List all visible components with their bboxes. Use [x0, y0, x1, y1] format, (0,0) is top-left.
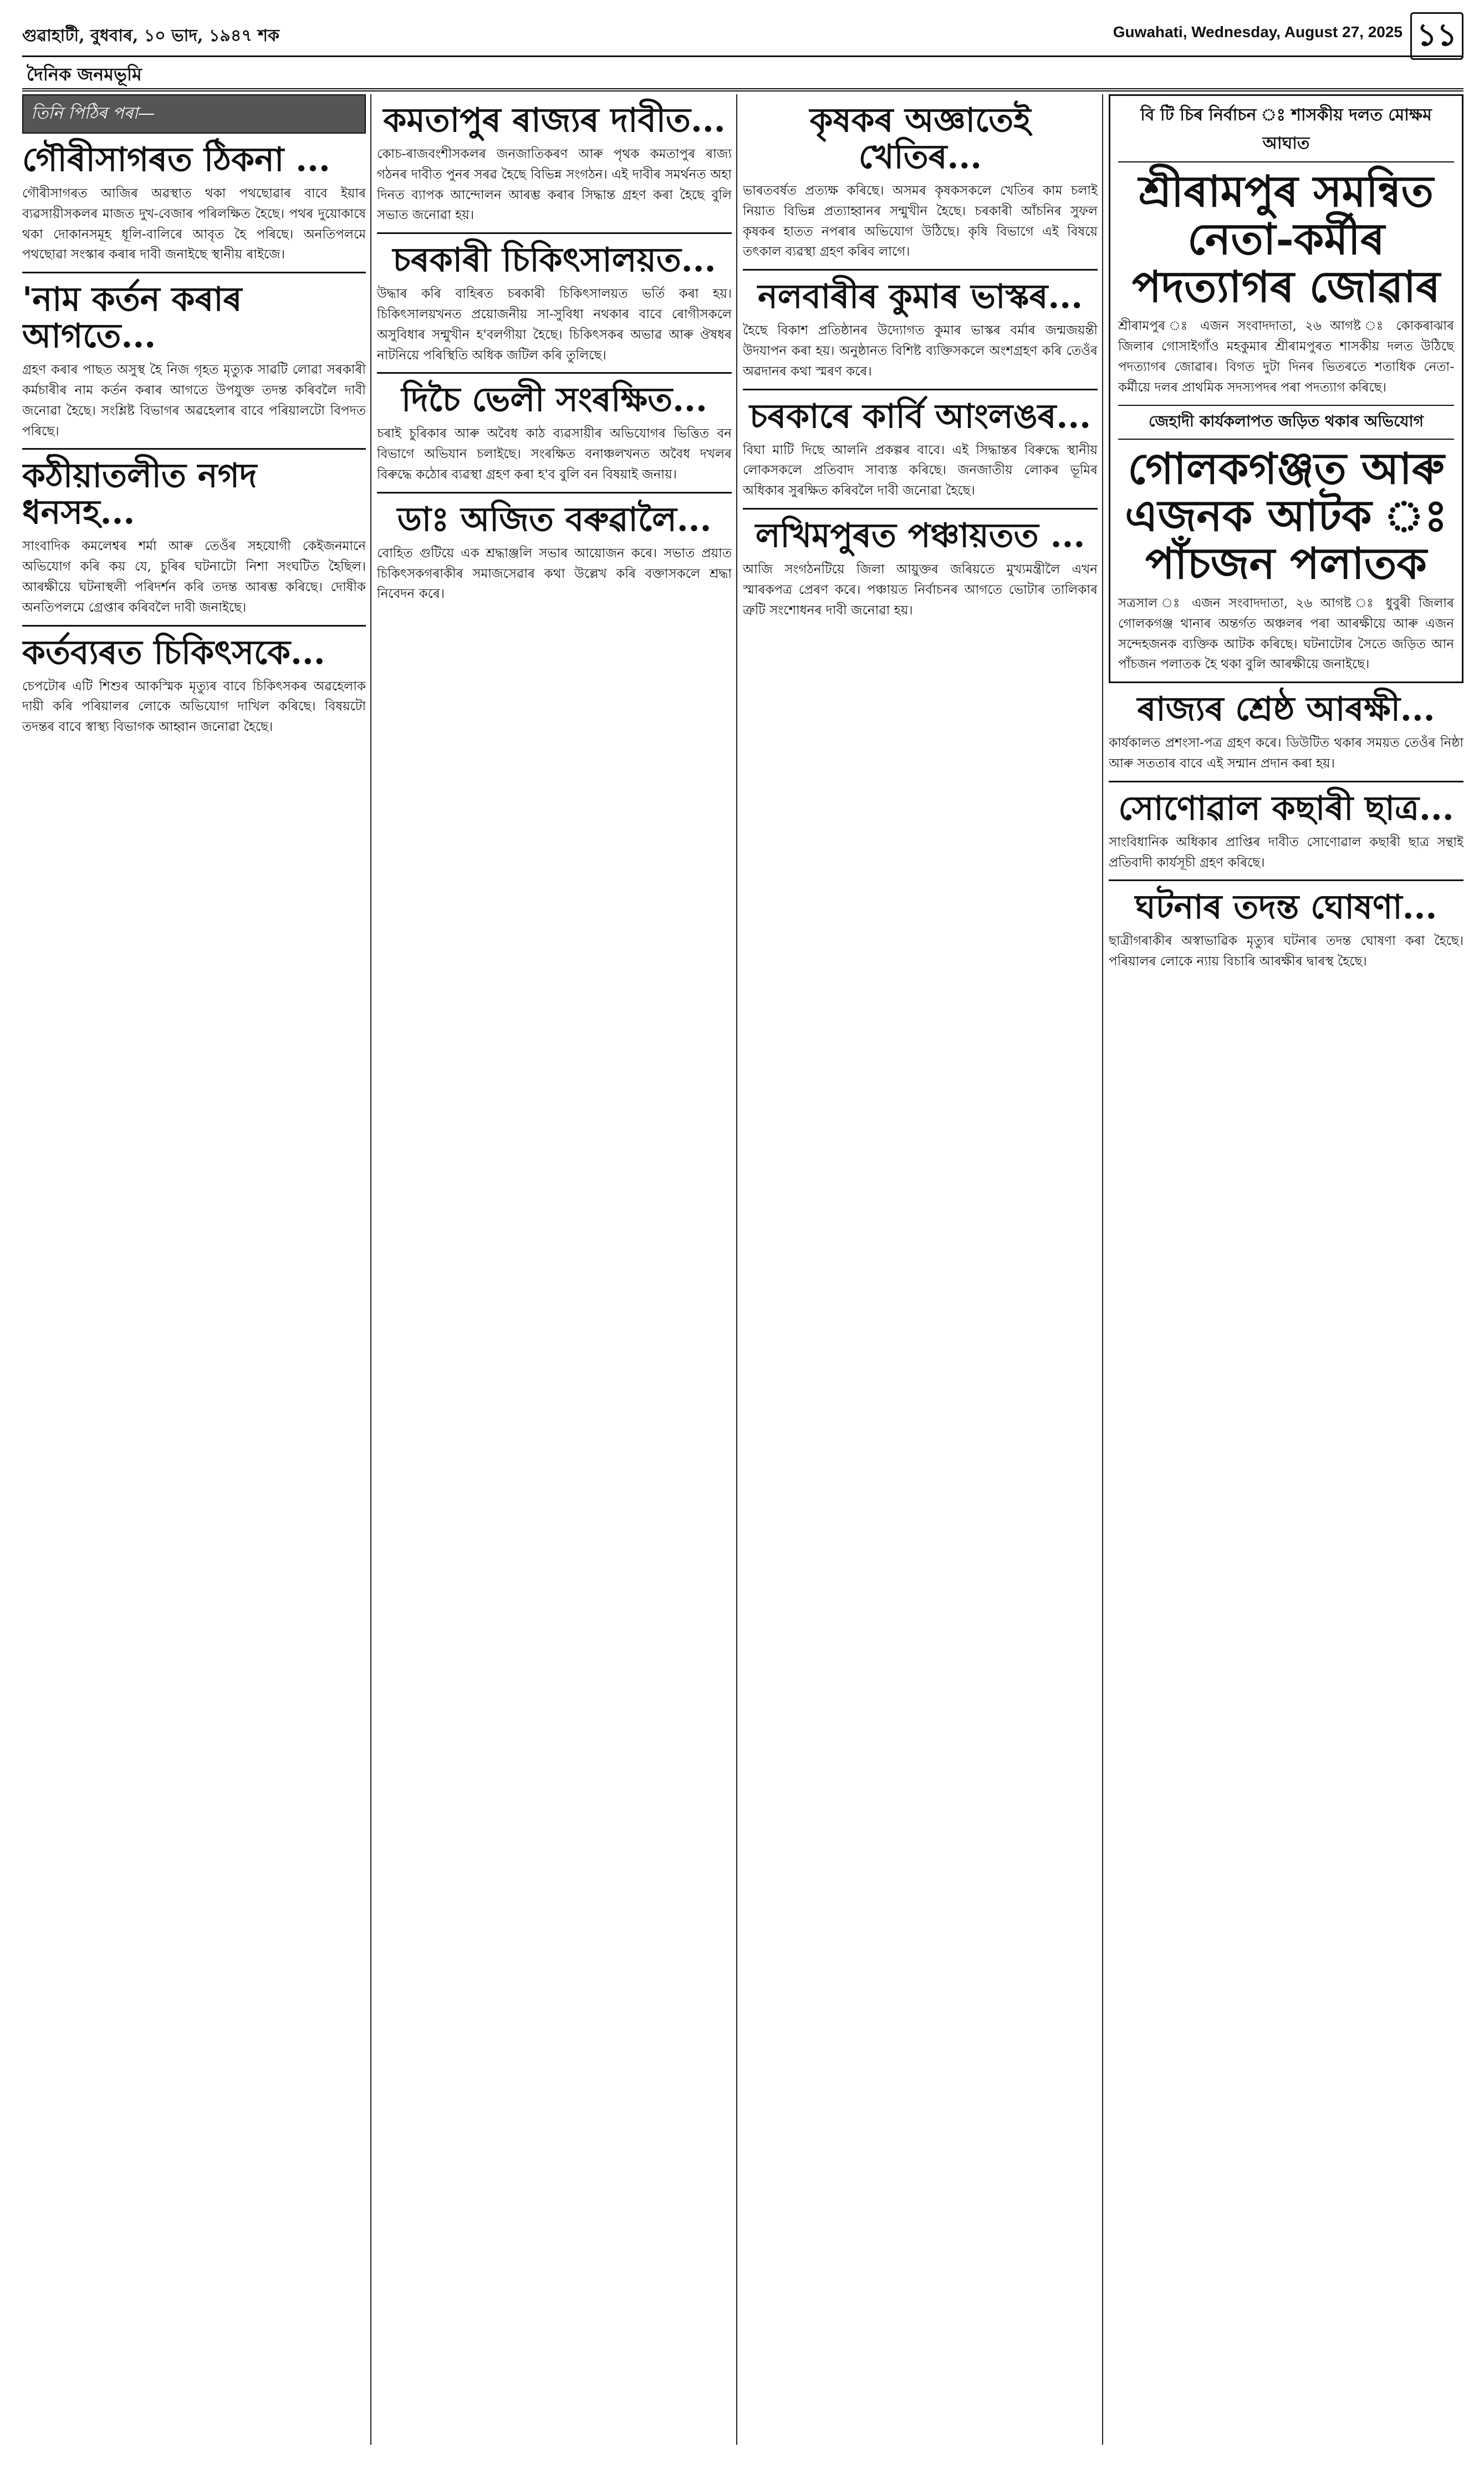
column-divider: [736, 94, 737, 2445]
masthead: [22, 55, 1463, 91]
column-1: [22, 94, 366, 2445]
column-divider: [1102, 94, 1103, 2445]
article-headline: কৃষকৰ অজ্ঞাতেই খেতিৰ...: [809, 101, 1031, 176]
article-headline: ডাঃ অজিত বৰুৱালৈ...: [397, 500, 712, 539]
divider: [743, 269, 1098, 271]
article-body: উদ্ধাৰ কৰি বাহিৰত চৰকাৰী চিকিৎসালয়ত ভৰ্তি কৰা হয়। চিকিৎসালয়খনত প্ৰয়োজনীয় সা-সুবিধা নথকাৰ বাবে ৰোগীসকলে অসুবিধাৰ সন্মুখীন হ'বলগীয়া হৈছে। চিকিৎসকৰ অভাৱ আৰু ঔষধৰ নাটনিয়ে পৰিস্থিতি অধিক জটিল কৰি তুলিছে।: [377, 287, 732, 363]
divider: [377, 232, 732, 234]
article-headline: শ্ৰীৰামপুৰ সমন্বিত নেতা-কৰ্মীৰ পদত্যাগৰ জোৱাৰ: [1131, 166, 1441, 312]
article-body: চৰাই চুৰিকাৰ আৰু অবৈধ কাঠ ব্যৱসায়ীৰ অভিযোগৰ ভিত্তিত বন বিভাগে অভিযান চলাইছে। সংৰক্ষিত বনাঞ্চলখনত অবৈধ দখলৰ বিৰুদ্ধে কঠোৰ ব্যৱস্থা গ্ৰহণ কৰা হ'ব বুলি বন বিষয়াই জনায়।: [377, 426, 732, 482]
article-headline: চৰকাৰে কাৰ্বি আংলঙৰ...: [749, 396, 1092, 436]
article-body: গৌৰীসাগৰত আজিৰ অৱস্থাত থকা পথছোৱাৰ বাবে ইয়াৰ ব্যৱসায়ীসকলৰ মাজত দুখ-বেজাৰ পৰিলক্ষিত হৈছে। পথৰ দুয়োকাষে থকা দোকানসমূহ ধূলি-বালিৰে আবৃত হৈ পৰিছে। অনতিপলমে পথছোৱা সংস্কাৰ কৰাৰ দাবী জনাইছে স্থানীয় ৰাইজে।: [22, 186, 366, 262]
divider: [22, 272, 366, 273]
article-body: শ্ৰীৰামপুৰ ঃ এজন সংবাদদাতা, ২৬ আগষ্ট ঃ কোকৰাঝাৰ জিলাৰ গোসাইগাঁও মহকুমাৰ শ্ৰীৰামপুৰত শাসকীয় দলত উঠিছে পদত্যাগৰ জোৱাৰ। বিগত দুটা দিনৰ ভিতৰতে শতাধিক নেতা-কৰ্মীয়ে দলৰ প্ৰাথমিক সদস্যপদৰ পৰা পদত্যাগ কৰিছে।: [1118, 319, 1454, 395]
column-2: [377, 94, 732, 2445]
article-headline: কমতাপুৰ ৰাজ্যৰ দাবীত...: [383, 101, 726, 140]
article-body: কোচ-ৰাজবংশীসকলৰ জনজাতিকৰণ আৰু পৃথক কমতাপুৰ ৰাজ্য গঠনৰ দাবীত পুনৰ সৰৱ হৈছে বিভিন্ন সংগঠন। এই দাবীৰ সমৰ্থনত অহা দিনত ব্যাপক আন্দোলন আৰম্ভ কৰাৰ সিদ্ধান্ত গ্ৰহণ কৰা হৈছে বুলি সভাত জনোৱা হয়।: [377, 147, 732, 223]
dateline-assamese: গুৱাহাটী, বুধবাৰ, ১০ ভাদ, ১৯৪৭ শক: [22, 26, 280, 45]
article-body: আজি সংগঠনটিয়ে জিলা আয়ুক্তৰ জৰিয়তে মুখ্যমন্ত্ৰীলৈ এখন স্মাৰকপত্ৰ প্ৰেৰণ কৰে। পঞ্চায়ত নিৰ্বাচনৰ আগতে ভোটাৰ তালিকাৰ ত্ৰুটি সংশোধনৰ দাবী জনোৱা হয়।: [743, 562, 1098, 618]
continued-kicker: তিনি পিঠিৰ পৰা—: [22, 94, 366, 134]
newspaper-name: দৈনিক জনমভূমি: [27, 64, 142, 85]
article-body: সত্ৰসাল ঃ এজন সংবাদদাতা, ২৬ আগষ্ট ঃ ধুবুৰী জিলাৰ গোলকগঞ্জ থানাৰ অন্তৰ্গত অঞ্চলৰ পৰা আৰক্ষীয়ে আৰু এজন সন্দেহজনক ব্যক্তিক আটক কৰিছে। ঘটনাটোৰ সৈতে জড়িত আন পাঁচজন পলাতক হৈ থকা বুলি আৰক্ষীয়ে জনাইছে।: [1118, 596, 1454, 672]
article-headline: ৰাজ্যৰ শ্ৰেষ্ঠ আৰক্ষী...: [1137, 690, 1435, 729]
divider: [377, 372, 732, 374]
page-header: [22, 17, 1463, 53]
article-headline: চৰকাৰী চিকিৎসালয়ত...: [392, 241, 716, 280]
article-body: কাৰ্যকালত প্ৰশংসা-পত্ৰ গ্ৰহণ কৰে। ডিউটিত থকাৰ সময়ত তেওঁৰ নিষ্ঠা আৰু সততাৰ বাবে এই সন্মান প্ৰদান কৰা হয়।: [1109, 736, 1463, 771]
article-headline: নলবাৰীৰ কুমাৰ ভাস্কৰ...: [757, 277, 1083, 317]
article-body: সাংবাদিক কমলেশ্বৰ শৰ্মা আৰু তেওঁৰ সহযোগী কেইজনমানে অভিযোগ কৰি কয় যে, চুৰিৰ ঘটনাটো নিশা সংঘটিত হৈছিল। আৰক্ষীয়ে ঘটনাস্থলী পৰিদৰ্শন কৰি তদন্ত আৰম্ভ কৰিছে। দোষীক অনতিপলমে গ্ৰেপ্তাৰ কৰিবলৈ দাবী জনাইছে।: [22, 539, 366, 615]
divider: [1109, 879, 1463, 881]
article-body: সাংবিধানিক অধিকাৰ প্ৰাপ্তিৰ দাবীত সোণোৱাল কছাৰী ছাত্ৰ সন্থাই প্ৰতিবাদী কাৰ্যসূচী গ্ৰহণ কৰিছে।: [1109, 835, 1463, 870]
article-body: বিঘা মাটি দিছে আলনি প্ৰকল্পৰ বাবে। এই সিদ্ধান্তৰ বিৰুদ্ধে স্থানীয় লোকসকলে প্ৰতিবাদ সাব্যস্ত কৰিছে। জনজাতীয় লোকৰ ভূমিৰ অধিকাৰ সুৰক্ষিত কৰিবলৈ দাবী জনোৱা হৈছে।: [743, 442, 1098, 499]
divider: [1109, 781, 1463, 782]
article-headline: কৰ্তব্যৰত চিকিৎসকে...: [22, 633, 325, 672]
column-4: [1109, 94, 1463, 2445]
article-body: হৈছে বিকাশ প্ৰতিষ্ঠানৰ উদ্যোগত কুমাৰ ভাস্কৰ বৰ্মাৰ জন্মজয়ন্তী উদযাপন কৰা হয়। অনুষ্ঠানত বিশিষ্ট ব্যক্তিসকলে অংশগ্ৰহণ কৰি তেওঁৰ অৱদানৰ কথা স্মৰণ কৰে।: [743, 323, 1098, 379]
dateline-english: Guwahati, Wednesday, August 27, 2025: [1113, 23, 1403, 40]
article-body: ছাত্ৰীগৰাকীৰ অস্বাভাৱিক মৃত্যুৰ ঘটনাৰ তদন্ত ঘোষণা কৰা হৈছে। পৰিয়ালৰ লোকে ন্যায় বিচাৰি আৰক্ষীৰ দ্বাৰস্থ হৈছে।: [1109, 934, 1463, 969]
page-number: ১১: [1410, 12, 1463, 60]
article-headline: সোণোৱাল কছাৰী ছাত্ৰ...: [1118, 789, 1454, 828]
article-headline: দিচৈ ভেলী সংৰক্ষিত...: [401, 380, 707, 420]
article-body: বোহিত গুটিয়ে এক শ্ৰদ্ধাঞ্জলি সভাৰ আয়োজন কৰে। সভাত প্ৰয়াত চিকিৎসকগৰাকীৰ সমাজসেৱাৰ কথা উল্লেখ কৰি বক্তাসকলে শ্ৰদ্ধা নিবেদন কৰে।: [377, 546, 732, 602]
column-divider: [370, 94, 371, 2445]
article-headline: কঠীয়াতলীত নগদ ধনসহ...: [22, 456, 257, 532]
divider: [22, 448, 366, 450]
story-sub-banner: জেহাদী কাৰ্যকলাপত জড়িত থকাৰ অভিযোগ: [1118, 405, 1454, 440]
article-body: ভাৰতবৰ্ষত প্ৰত্যক্ষ কৰিছে। অসমৰ কৃষকসকলে খেতিৰ কাম চলাই নিয়াত বিভিন্ন প্ৰত্যাহ্বানৰ সন্মুখীন হৈছে। চৰকাৰী আঁচনিৰ সুফল কৃষকৰ হাতত নপৰাৰ অভিযোগ উঠিছে। কৃষি বিভাগে এই বিষয়ে তৎকাল ব্যৱস্থা গ্ৰহণ কৰিব লাগে।: [743, 184, 1098, 260]
divider: [743, 389, 1098, 390]
article-body: গ্ৰহণ কৰাৰ পাছত অসুস্থ হৈ নিজ গৃহত মৃত্যুক সাৱটি লোৱা সৰকাৰী কৰ্মচাৰীৰ নাম কৰ্তন কৰাৰ আগতে উপযুক্ত তদন্ত কৰিবলৈ দাবী জনোৱা হৈছে। সংশ্লিষ্ট বিভাগৰ অৱহেলাৰ বাবে পৰিয়ালটো বিপদত পৰিছে।: [22, 363, 366, 439]
divider: [377, 492, 732, 494]
article-body: চেপটোৰ এটি শিশুৰ আকস্মিক মৃত্যুৰ বাবে চিকিৎসকৰ অৱহেলাক দায়ী কৰি পৰিয়ালৰ লোকে অভিযোগ দাখিল কৰিছে। বিষয়টো তদন্তৰ বাবে স্বাস্থ্য বিভাগক আহ্বান জনোৱা হৈছে।: [22, 679, 366, 735]
article-headline: ঘটনাৰ তদন্ত ঘোষণা...: [1135, 888, 1437, 927]
article-headline: 'নাম কৰ্তন কৰাৰ আগতে...: [22, 280, 242, 356]
divider: [743, 508, 1098, 510]
boxed-story: [1109, 94, 1463, 683]
article-headline: গৌৰীসাগৰত ঠিকনা ...: [22, 140, 330, 179]
article-headline: লখিমপুৰত পঞ্চায়তত ...: [755, 516, 1085, 555]
column-3: [743, 94, 1098, 2445]
divider: [22, 625, 366, 627]
article-headline: গোলকগঞ্জত আৰু এজনক আটক ঃ পাঁচজন পলাতক: [1125, 443, 1447, 589]
story-banner: বি টি চিৰ নিৰ্বাচন ঃ শাসকীয় দলত মোক্ষম আঘাত: [1118, 101, 1454, 162]
